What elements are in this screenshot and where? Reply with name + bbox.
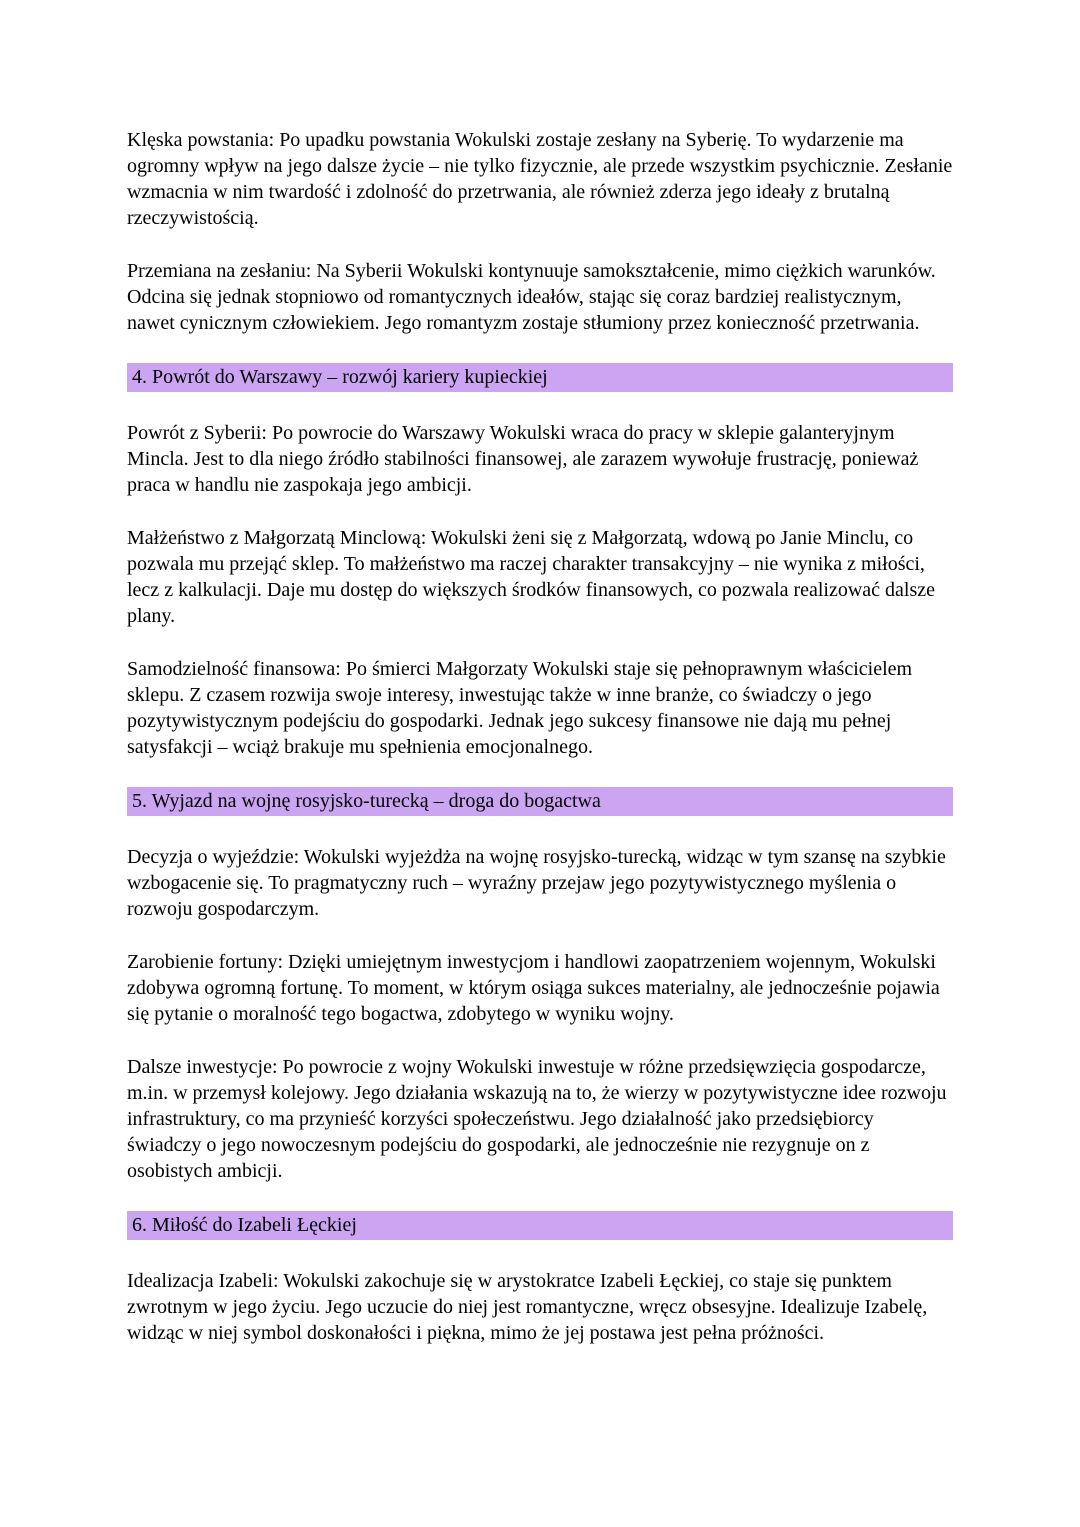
section-heading-wyjazd-na-wojne: 5. Wyjazd na wojnę rosyjsko-turecką – droga do bogactwa <box>127 787 953 816</box>
paragraph-decyzja-o-wyjezdzie: Decyzja o wyjeździe: Wokulski wyjeżdża na wojnę rosyjsko-turecką, widząc w tym szansę na szybkie wzbogacenie się. To pragmatyczny ruch – wyraźny przejaw jego pozytywistycznego myślenia o rozwoju gospodarczym. <box>127 846 946 920</box>
paragraph-przemiana-na-zeslaniu: Przemiana na zesłaniu: Na Syberii Wokulski kontynuuje samokształcenie, mimo ciężkich warunków. Odcina się jednak stopniowo od romantycznych ideałów, stając się coraz bardziej realistycznym, nawet cynicznym człowiekiem. Jego romantyzm zostaje stłumiony przez konieczność przetrwania. <box>127 260 936 334</box>
section-heading-powrot-do-warszawy: 4. Powrót do Warszawy – rozwój kariery kupieckiej <box>127 363 953 392</box>
section-heading-milosc-do-izabeli: 6. Miłość do Izabeli Łęckiej <box>127 1211 953 1240</box>
paragraph-powrot-z-syberii: Powrót z Syberii: Po powrocie do Warszawy Wokulski wraca do pracy w sklepie galanteryjnym Mincla. Jest to dla niego źródło stabilności finansowej, ale zarazem wywołuje frustrację, ponieważ praca w handlu nie zaspokaja jego ambicji. <box>127 422 919 496</box>
paragraph-idealizacja-izabeli: Idealizacja Izabeli: Wokulski zakochuje się w arystokratce Izabeli Łęckiej, co staje się punktem zwrotnym w jego życiu. Jego uczucie do niej jest romantyczne, wręcz obsesyjne. Idealizuje Izabelę, widząc w niej symbol doskonałości i piękna, mimo że jej postawa jest pełna próżności. <box>127 1270 928 1344</box>
paragraph-malzenstwo-z-malgorzata: Małżeństwo z Małgorzatą Minclową: Wokulski żeni się z Małgorzatą, wdową po Janie Minclu, co pozwala mu przejąć sklep. To małżeństwo ma raczej charakter transakcyjny – nie wynika z miłości, lecz z kalkulacji. Daje mu dostęp do większych środków finansowych, co pozwala realizować dalsze plany. <box>127 527 936 627</box>
paragraph-kleska-powstania: Klęska powstania: Po upadku powstania Wokulski zostaje zesłany na Syberię. To wydarzenie ma ogromny wpływ na jego dalsze życie – nie tylko fizycznie, ale przede wszystkim psychicznie. Zesłanie wzmacnia w nim twardość i zdolność do przetrwania, ale również zderza jego ideały z brutalną rzeczywistością. <box>127 129 953 229</box>
paragraph-zarobienie-fortuny: Zarobienie fortuny: Dzięki umiejętnym inwestycjom i handlowi zaopatrzeniem wojennym, Wokulski zdobywa ogromną fortunę. To moment, w którym osiąga sukces materialny, ale jednocześnie pojawia się pytanie o moralność tego bogactwa, zdobytego w wyniku wojny. <box>127 951 940 1025</box>
paragraph-dalsze-inwestycje: Dalsze inwestycje: Po powrocie z wojny Wokulski inwestuje w różne przedsięwzięcia gospodarcze, m.in. w przemysł kolejowy. Jego działania wskazują na to, że wierzy w pozytywistyczne idee rozwoju infrastruktury, co ma przynieść korzyści społeczeństwu. Jego działalność jako przedsiębiorcy świadczy o jego nowoczesnym podejściu do gospodarki, ale jednocześnie nie rezygnuje on z osobistych ambicji. <box>127 1056 947 1182</box>
paragraph-samodzielnosc-finansowa: Samodzielność finansowa: Po śmierci Małgorzaty Wokulski staje się pełnoprawnym właścicielem sklepu. Z czasem rozwija swoje interesy, inwestując także w inne branże, co świadczy o jego pozytywistycznym podejściu do gospodarki. Jednak jego sukcesy finansowe nie dają mu pełnej satysfakcji – wciąż brakuje mu spełnienia emocjonalnego. <box>127 658 913 758</box>
